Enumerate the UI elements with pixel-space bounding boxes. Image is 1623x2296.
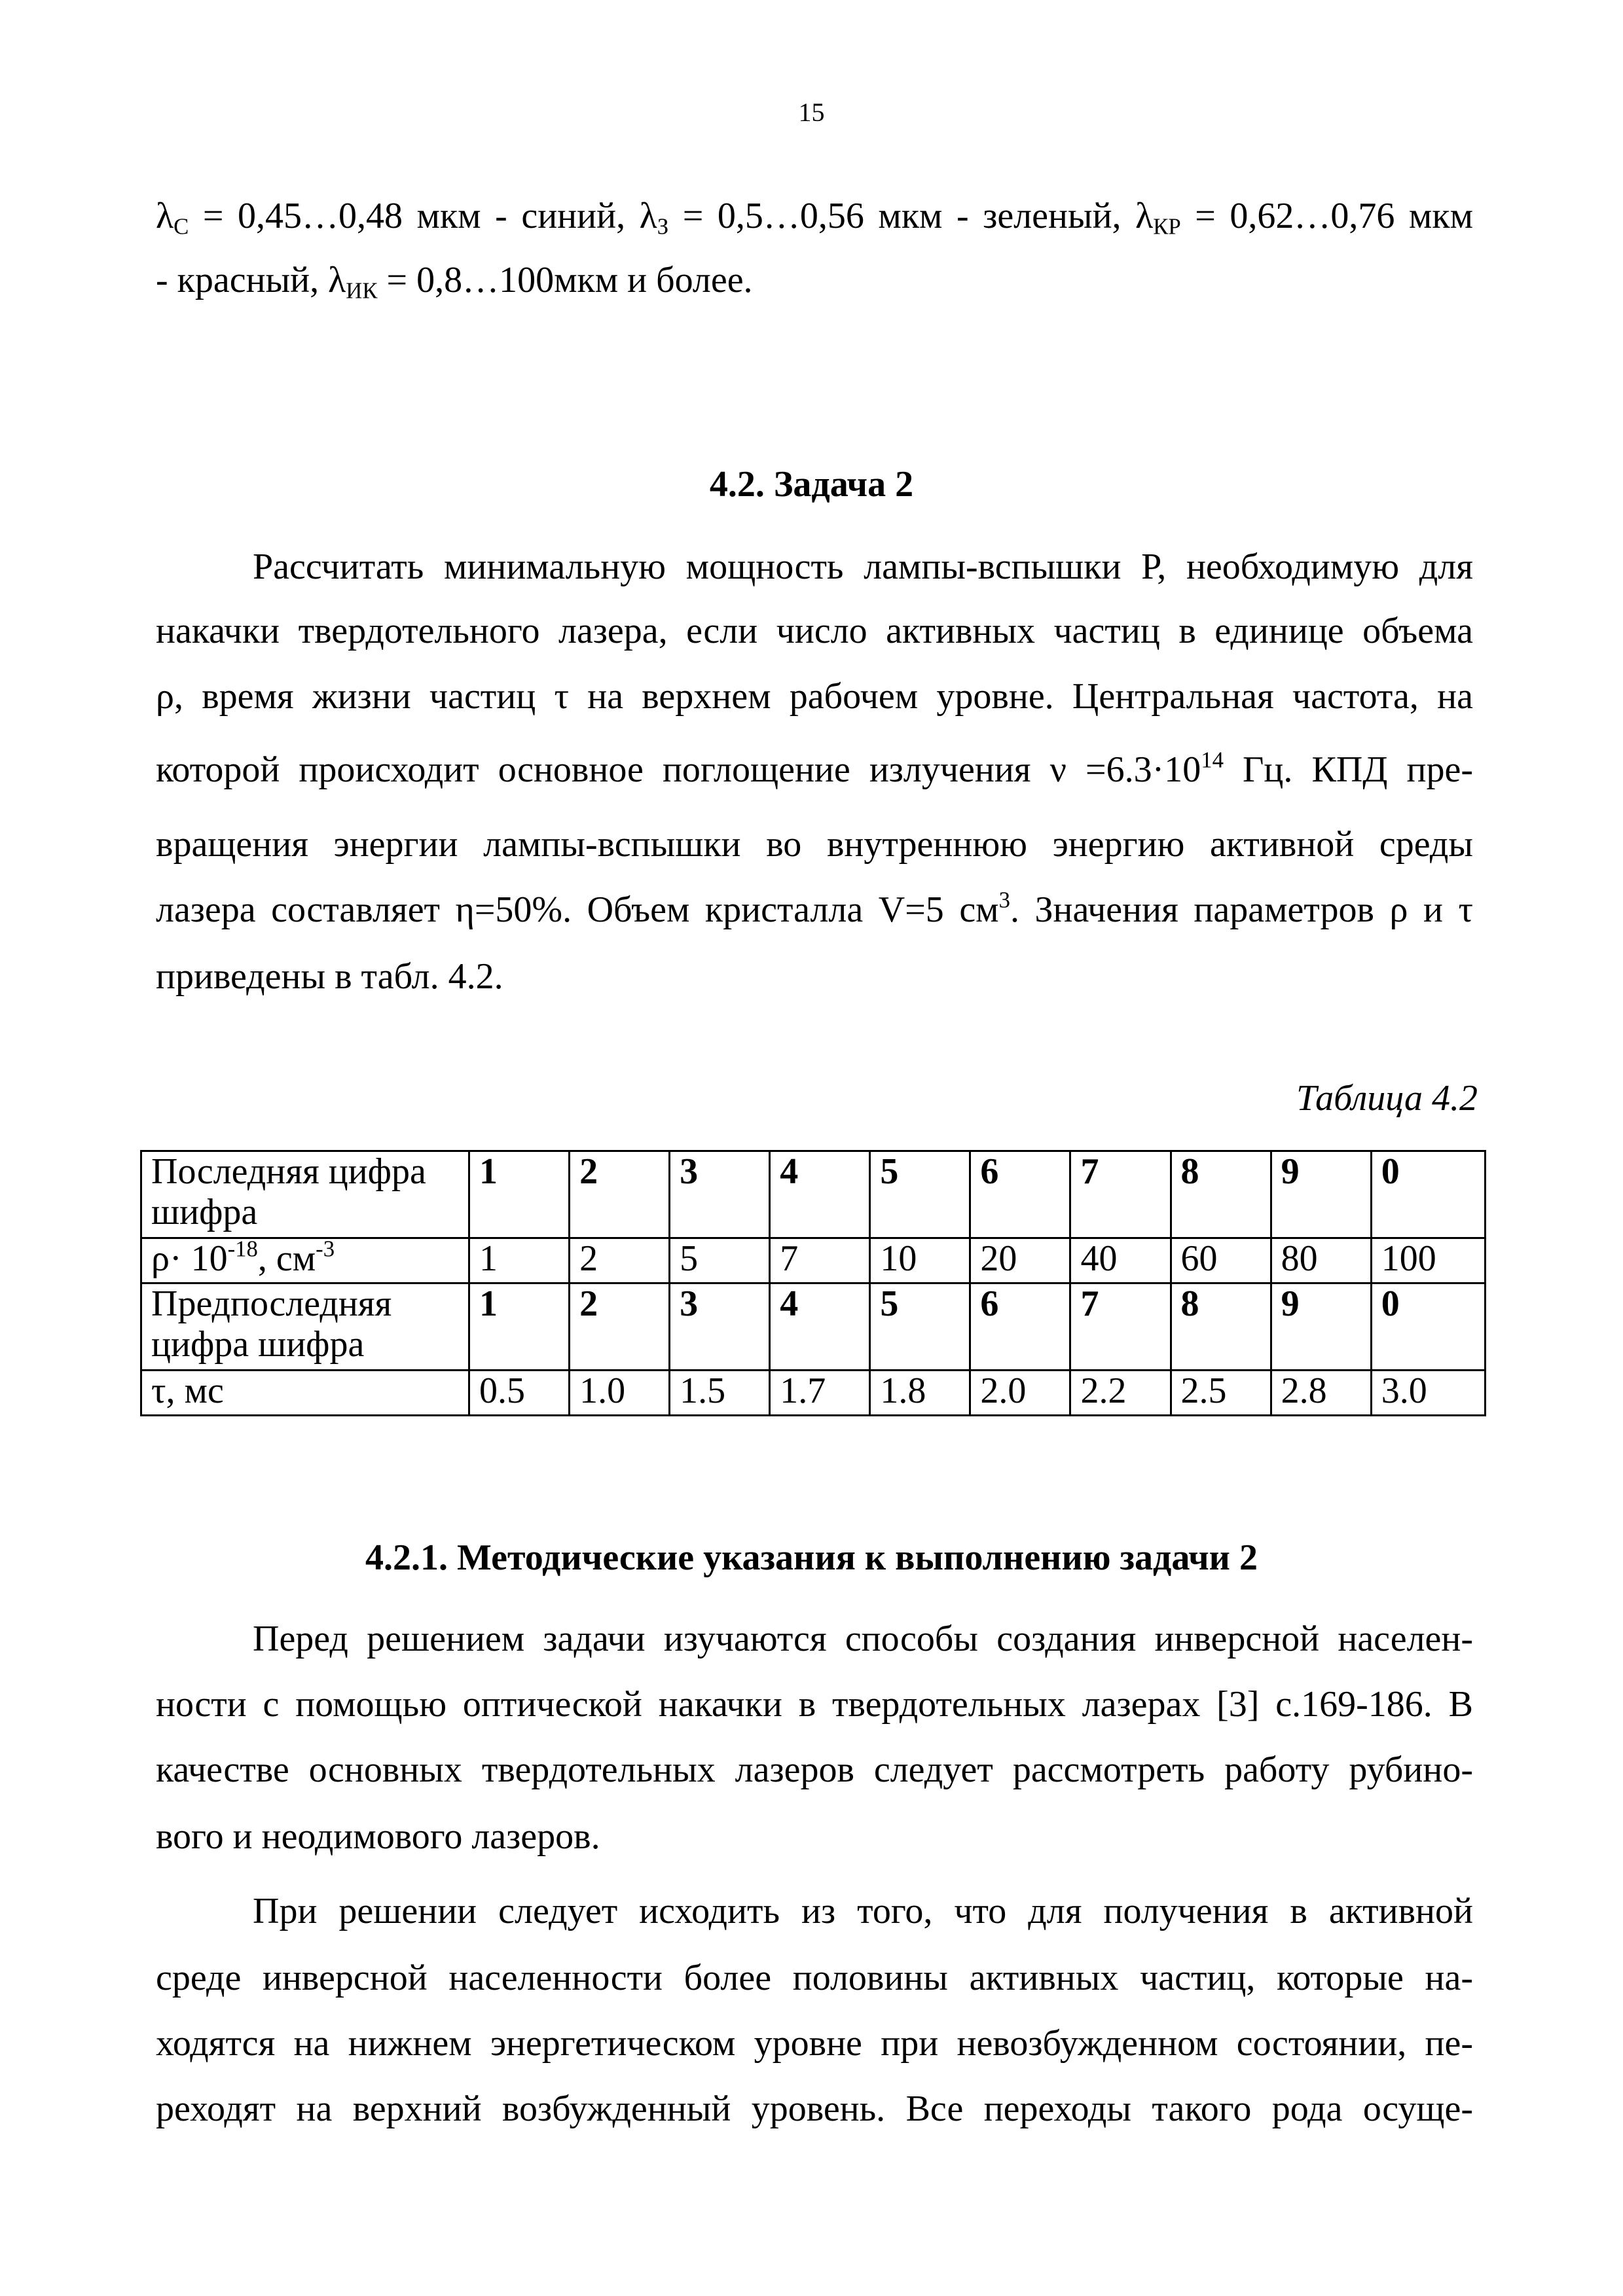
table-row-penultimate-digit (141, 1283, 1486, 1371)
table-cell: 2 (570, 1283, 670, 1371)
table-row-rho (141, 1238, 1486, 1283)
subscript: С (173, 213, 189, 240)
text: Гц. КПД пре- (1223, 749, 1473, 790)
table-cell: 0 (1371, 1283, 1485, 1371)
table-cell: 2 (570, 1238, 670, 1283)
row-label: Последняя цифра шифра (141, 1151, 469, 1238)
row-label: τ, мс (141, 1371, 469, 1416)
superscript: -3 (316, 1236, 335, 1262)
row-label: Предпоследняя цифра шифра (141, 1283, 469, 1371)
table-cell: 1.7 (770, 1371, 870, 1416)
table-cell: 5 (670, 1238, 770, 1283)
text: = 0,5…0,56 мкм - зеленый, λ (668, 196, 1154, 236)
superscript: 3 (998, 887, 1010, 913)
row-label (141, 1238, 469, 1283)
table-row-tau (141, 1371, 1486, 1416)
table-cell: 3 (670, 1283, 770, 1371)
table-cell: 1 (469, 1238, 570, 1283)
table-cell: 9 (1271, 1151, 1371, 1238)
paragraph-line: накачки твердотельного лазера, если число активных частиц в единице объема (156, 611, 1473, 651)
paragraph-line: приведены в табл. 4.2. (156, 956, 503, 997)
paragraph-line: среде инверсной населенности более половины активных частиц, которые на- (156, 1958, 1473, 1998)
table-cell: 4 (770, 1283, 870, 1371)
table-cell: 8 (1171, 1283, 1271, 1371)
paragraph-line (156, 747, 1473, 790)
superscript: -18 (227, 1236, 258, 1262)
table-cell: 100 (1371, 1238, 1485, 1283)
text: = 0,62…0,76 мкм (1180, 196, 1474, 236)
subscript: КР (1153, 213, 1181, 240)
intro-line-1 (156, 196, 1474, 240)
table-cell: 6 (970, 1283, 1070, 1371)
table-cell: 2.5 (1171, 1371, 1271, 1416)
text: . Значения параметров ρ и τ (1010, 889, 1473, 930)
table-cell: 2.0 (970, 1371, 1070, 1416)
table-cell: 2.2 (1070, 1371, 1171, 1416)
intro-line-2 (156, 260, 753, 304)
table-cell: 5 (870, 1151, 970, 1238)
text: - красный, λ (156, 260, 346, 300)
paragraph-line: вращения энергии лампы-вспышки во внутреннюю энергию активной среды (156, 824, 1473, 865)
text: которой происходит основное поглощение излучения ν =6.3·10 (156, 749, 1201, 790)
paragraph-line: реходят на верхний возбужденный уровень. Все переходы такого рода осуще- (156, 2089, 1473, 2129)
text: , см (257, 1238, 316, 1279)
table-cell: 3 (670, 1151, 770, 1238)
table-cell: 1.0 (570, 1371, 670, 1416)
table-cell: 80 (1271, 1238, 1371, 1283)
table-cell: 8 (1171, 1151, 1271, 1238)
text: = 0,8…100мкм и более. (377, 260, 753, 300)
subsection-heading: 4.2.1. Методические указания к выполнению задачи 2 (365, 1537, 1258, 1578)
text: λ (156, 196, 174, 236)
superscript: 14 (1201, 747, 1224, 773)
table-cell: 7 (1070, 1151, 1171, 1238)
subscript: ИК (346, 278, 378, 304)
table-cell: 6 (970, 1151, 1070, 1238)
paragraph-line: Рассчитать минимальную мощность лампы-вспышки Р, необходимую для (253, 547, 1473, 587)
paragraph-line: ности с помощью оптической накачки в твердотельных лазерах [3] с.169-186. В (156, 1684, 1473, 1725)
parameters-table (140, 1150, 1486, 1416)
paragraph-line: ходятся на нижнем энергетическом уровне при невозбужденном состоянии, пе- (156, 2023, 1473, 2064)
text: = 0,45…0,48 мкм - синий, λ (189, 196, 657, 236)
paragraph-line: ρ, время жизни частиц τ на верхнем рабочем уровне. Центральная частота, на (156, 676, 1473, 717)
table-cell: 1 (469, 1151, 570, 1238)
table-row-last-digit (141, 1151, 1486, 1238)
table-cell: 7 (770, 1238, 870, 1283)
text: лазера составляет η=50%. Объем кристалла V=5 см (156, 889, 999, 930)
text: ρ· 10 (151, 1238, 228, 1279)
table-cell: 1.8 (870, 1371, 970, 1416)
paragraph-line: Перед решением задачи изучаются способы создания инверсной населен- (253, 1619, 1473, 1659)
section-heading: 4.2. Задача 2 (709, 464, 914, 505)
paragraph-line (156, 887, 1473, 930)
table-cell: 10 (870, 1238, 970, 1283)
table-cell: 0 (1371, 1151, 1485, 1238)
table-cell: 1 (469, 1283, 570, 1371)
table-cell: 3.0 (1371, 1371, 1485, 1416)
table-caption: Таблица 4.2 (1296, 1078, 1478, 1119)
page-number: 15 (798, 98, 825, 127)
table-cell: 9 (1271, 1283, 1371, 1371)
table-cell: 0.5 (469, 1371, 570, 1416)
paragraph-line: качестве основных твердотельных лазеров следует рассмотреть работу рубино- (156, 1749, 1473, 1790)
table-cell: 5 (870, 1283, 970, 1371)
table-cell: 20 (970, 1238, 1070, 1283)
table-cell: 7 (1070, 1283, 1171, 1371)
table-cell: 2 (570, 1151, 670, 1238)
subscript: З (657, 213, 669, 240)
table-cell: 4 (770, 1151, 870, 1238)
paragraph-line: При решении следует исходить из того, что для получения в активной (253, 1891, 1473, 1931)
table-cell: 2.8 (1271, 1371, 1371, 1416)
table-cell: 60 (1171, 1238, 1271, 1283)
table-cell: 40 (1070, 1238, 1171, 1283)
paragraph-line: вого и неодимового лазеров. (156, 1816, 600, 1857)
table-cell: 1.5 (670, 1371, 770, 1416)
